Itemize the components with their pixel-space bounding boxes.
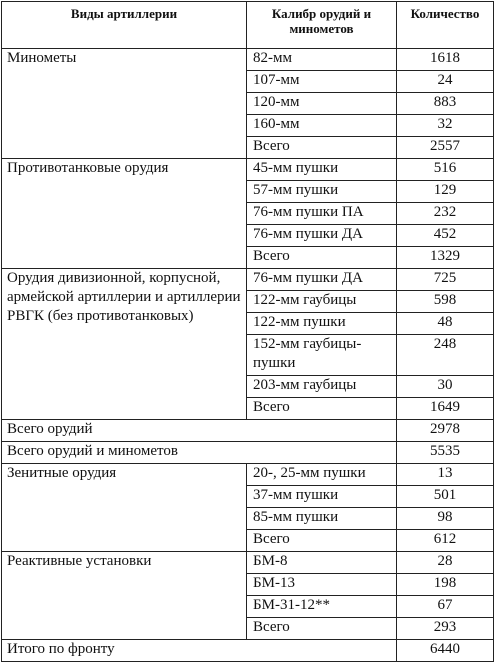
subtotal-label: Всего bbox=[247, 398, 397, 420]
group-label-mortars: Минометы bbox=[2, 49, 247, 159]
table-row bbox=[2, 49, 494, 71]
header-caliber: Калибр орудий и минометов bbox=[247, 2, 397, 49]
caliber-cell: 120-мм bbox=[247, 93, 397, 115]
total-label-guns-and-mortars: Всего орудий и минометов bbox=[2, 442, 397, 464]
caliber-cell: 57-мм пушки bbox=[247, 181, 397, 203]
table-row bbox=[2, 269, 494, 291]
caliber-cell: БМ-31-12** bbox=[247, 596, 397, 618]
quantity-cell: 98 bbox=[397, 508, 494, 530]
subtotal-value: 2557 bbox=[397, 137, 494, 159]
quantity-cell: 32 bbox=[397, 115, 494, 137]
caliber-cell: БМ-8 bbox=[247, 552, 397, 574]
quantity-cell: 30 bbox=[397, 376, 494, 398]
subtotal-label: Всего bbox=[247, 247, 397, 269]
caliber-cell: 82-мм bbox=[247, 49, 397, 71]
table-row bbox=[2, 464, 494, 486]
quantity-cell: 13 bbox=[397, 464, 494, 486]
quantity-cell: 248 bbox=[397, 335, 494, 376]
caliber-cell: 45-мм пушки bbox=[247, 159, 397, 181]
subtotal-label: Всего bbox=[247, 530, 397, 552]
total-row bbox=[2, 640, 494, 662]
quantity-cell: 48 bbox=[397, 313, 494, 335]
quantity-cell: 725 bbox=[397, 269, 494, 291]
group-label-divisional: Орудия дивизионной, корпусной, армейской артиллерии и артиллерии РВГК (без противотанковых) bbox=[2, 269, 247, 420]
subtotal-label: Всего bbox=[247, 137, 397, 159]
caliber-cell: БМ-13 bbox=[247, 574, 397, 596]
subtotal-value: 612 bbox=[397, 530, 494, 552]
caliber-cell: 122-мм гаубицы bbox=[247, 291, 397, 313]
header-row bbox=[2, 2, 494, 49]
total-label-front: Итого по фронту bbox=[2, 640, 397, 662]
caliber-cell: 160-мм bbox=[247, 115, 397, 137]
artillery-table bbox=[1, 1, 494, 662]
table-row bbox=[2, 552, 494, 574]
subtotal-value: 1329 bbox=[397, 247, 494, 269]
quantity-cell: 516 bbox=[397, 159, 494, 181]
caliber-cell: 107-мм bbox=[247, 71, 397, 93]
group-label-antiaircraft: Зенитные орудия bbox=[2, 464, 247, 552]
group-label-antitank: Противотанковые орудия bbox=[2, 159, 247, 269]
total-label-all-guns: Всего орудий bbox=[2, 420, 397, 442]
caliber-cell: 76-мм пушки ПА bbox=[247, 203, 397, 225]
quantity-cell: 198 bbox=[397, 574, 494, 596]
caliber-cell: 152-мм гаубицы-пушки bbox=[247, 335, 397, 376]
subtotal-label: Всего bbox=[247, 618, 397, 640]
caliber-cell: 122-мм пушки bbox=[247, 313, 397, 335]
quantity-cell: 232 bbox=[397, 203, 494, 225]
quantity-cell: 1618 bbox=[397, 49, 494, 71]
header-kind: Виды артиллерии bbox=[2, 2, 247, 49]
total-row bbox=[2, 442, 494, 464]
quantity-cell: 501 bbox=[397, 486, 494, 508]
total-value-guns-and-mortars: 5535 bbox=[397, 442, 494, 464]
quantity-cell: 129 bbox=[397, 181, 494, 203]
group-label-rocket: Реактивные установки bbox=[2, 552, 247, 640]
caliber-cell: 85-мм пушки bbox=[247, 508, 397, 530]
quantity-cell: 24 bbox=[397, 71, 494, 93]
quantity-cell: 28 bbox=[397, 552, 494, 574]
quantity-cell: 452 bbox=[397, 225, 494, 247]
quantity-cell: 883 bbox=[397, 93, 494, 115]
caliber-cell: 203-мм гаубицы bbox=[247, 376, 397, 398]
table-row bbox=[2, 159, 494, 181]
caliber-cell: 37-мм пушки bbox=[247, 486, 397, 508]
caliber-cell: 76-мм пушки ДА bbox=[247, 269, 397, 291]
caliber-cell: 76-мм пушки ДА bbox=[247, 225, 397, 247]
subtotal-value: 1649 bbox=[397, 398, 494, 420]
quantity-cell: 598 bbox=[397, 291, 494, 313]
subtotal-value: 293 bbox=[397, 618, 494, 640]
quantity-cell: 67 bbox=[397, 596, 494, 618]
header-quantity: Количество bbox=[397, 2, 494, 49]
total-value-front: 6440 bbox=[397, 640, 494, 662]
total-value-all-guns: 2978 bbox=[397, 420, 494, 442]
total-row bbox=[2, 420, 494, 442]
caliber-cell: 20-, 25-мм пушки bbox=[247, 464, 397, 486]
